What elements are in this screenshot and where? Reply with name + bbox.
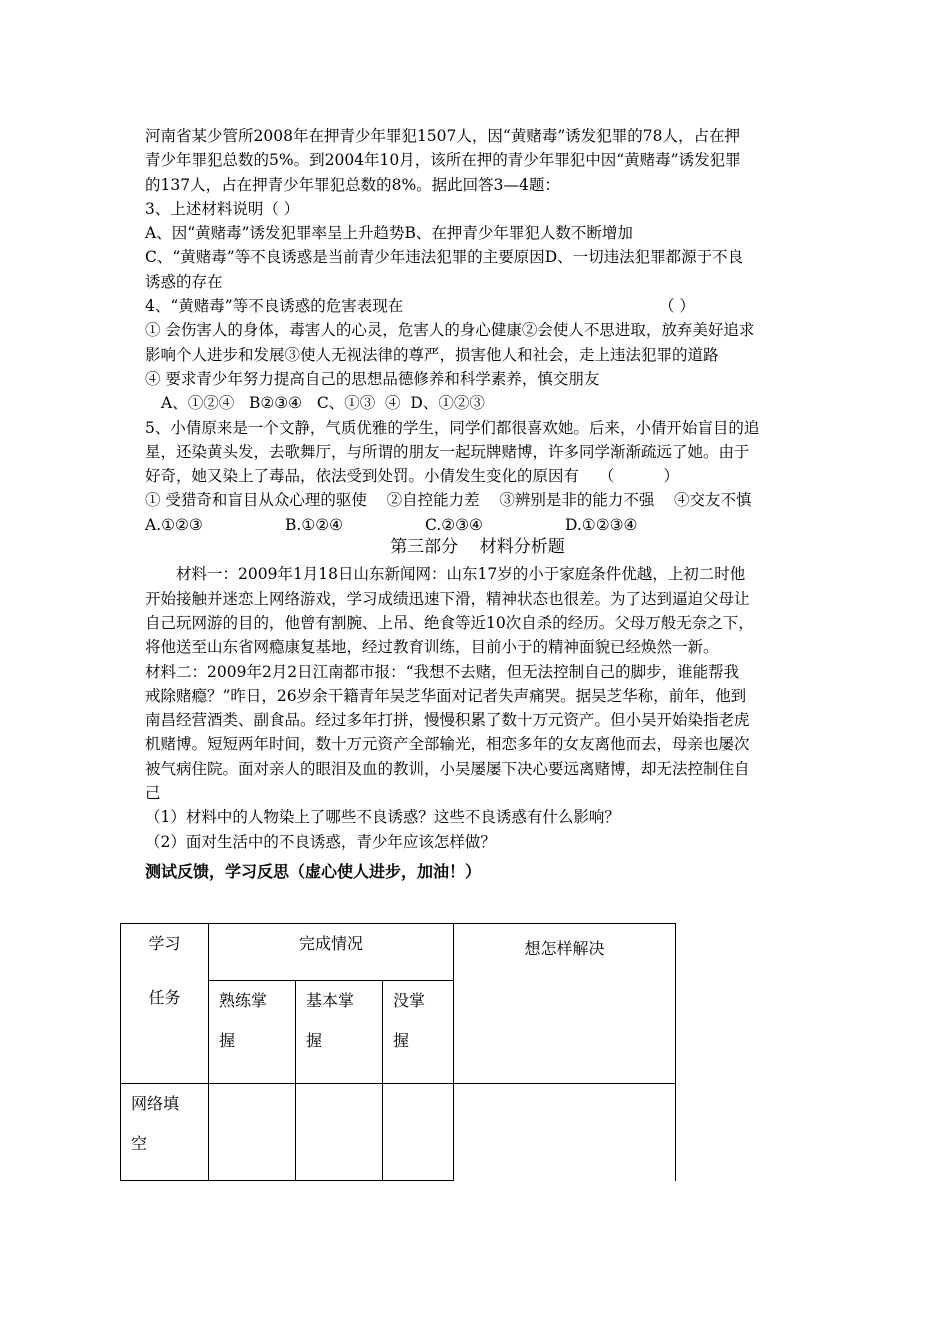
task-header-cell [121,924,209,1084]
material2-line: 己 [145,784,161,803]
level-label-line1: 基本掌 [306,991,355,1010]
material2-line: 被气病住院。面对亲人的眼泪及血的教训，小吴屡屡下决心要远离赌博，却无法控制住自 [145,759,750,778]
solve-header-cell [454,924,676,1084]
task-row-label-line2: 空 [131,1134,148,1153]
q4-item-line: 影响个人进步和发展③使人无视法律的尊严，损害他人和社会，走上违法犯罪的道路 [145,345,719,364]
q3-option-line: A、因“黄赌毒”诱发犯罪率呈上升趋势B、在押青少年罪犯人数不断增加 [145,224,633,243]
task-header-line1: 学习 [148,934,181,953]
q4-item-line: ④ 要求青少年努力提高自己的思想品德修养和科学素养，慎交朋友 [145,369,600,388]
q3-option-line: 诱惑的存在 [145,272,223,291]
task-row-label-line1: 网络填 [131,1094,180,1113]
analysis-question-1: （1）材料中的人物染上了哪些不良诱惑？这些不良诱惑有什么影响？ [145,808,620,827]
empty-cell[interactable] [209,1084,296,1181]
empty-cell[interactable] [296,1084,383,1181]
q5-line: 5、小倩原来是一个文静，气质优雅的学生，同学们都很喜欢她。后来，小倩开始盲目的追 [145,418,760,437]
level-label-line2: 握 [393,1031,410,1050]
solve-header: 想怎样解决 [524,938,605,958]
level-label-line2: 握 [306,1031,323,1050]
material1-line: 开始接触并迷恋上网络游戏，学习成绩迅速下滑，精神状态也很差。为了达到逼迫父母让 [145,589,750,608]
level-cell-proficient [209,981,296,1084]
q3-stem: 3、上述材料说明（ ） [145,199,300,218]
q4-stem [145,294,810,318]
empty-cell[interactable] [454,1084,676,1181]
q4-answer-paren: （ ） [659,297,695,316]
level-cell-not-mastered [383,981,454,1084]
q4-item-line: ① 会伤害人的身体，毒害人的心灵，危害人的身心健康②会使人不思进取，放弃美好追求 [145,321,755,340]
part3-title: 第三部分 材料分析题 [390,537,565,558]
level-cell-basic [296,981,383,1084]
intro-line: 青少年罪犯总数的5%。到2004年10月，该所在押的青少年罪犯中因“黄赌毒”诱发犯罪 [145,151,741,170]
level-label-line1: 没掌 [393,991,426,1010]
task-row-network-fill [121,1084,209,1181]
q3-option-line: C、“黄赌毒”等不良诱惑是当前青少年违法犯罪的主要原因D、一切违法犯罪都源于不良 [145,248,744,267]
completion-header-cell [209,924,454,981]
document-body [145,124,810,884]
material2-line: 材料二：2009年2月2日江南都市报：“我想不去赌，但无法控制自己的脚步，谁能帮我 [145,662,740,681]
intro-line: 的137人，占在押青少年罪犯总数的8%。据此回答3—4题： [145,175,560,194]
q5-line: 星，还染黄头发，去歌舞厅，与所谓的朋友一起玩牌赌博，许多同学渐渐疏远了她。由于 [145,442,750,461]
material2-line: 戒除赌瘾？”昨日，26岁余干籍青年吴芝华面对记者失声痛哭。据吴芝华称，前年，他到 [145,686,747,705]
q5-options [145,513,810,537]
material2-line: 机赌博。短短两年时间，数十万元资产全部输光，相恋多年的女友离他而去，母亲也屡次 [145,735,750,754]
q5-option-b: B.①②④ [285,515,344,534]
material1-line: 材料一：2009年1月18日山东新闻网：山东17岁的小于家庭条件优越，上初二时他 [176,565,746,584]
q4-options: A、①②④ B②③④ C、①③ ④ D、①②③ [161,394,485,413]
material1-line: 自己玩网游的目的，他曾有割腕、上吊、绝食等近10次自杀的经历。父母万般无奈之下， [145,613,754,632]
analysis-question-2: （2）面对生活中的不良诱惑，青少年应该怎样做？ [145,832,496,851]
feedback-title: 测试反馈，学习反思（虚心使人进步，加油！） [145,861,482,881]
material1-line: 将他送至山东省网瘾康复基地，经过教育训练，目前小于的精神面貌已经焕然一新。 [145,638,719,657]
intro-line: 河南省某少管所2008年在押青少年罪犯1507人，因“黄赌毒”诱发犯罪的78人，占在押 [145,127,740,145]
q4-stem-text: 4、“黄赌毒”等不良诱惑的危害表现在 [145,297,404,316]
empty-cell[interactable] [383,1084,454,1181]
level-label-line1: 熟练掌 [219,991,268,1010]
completion-header: 完成情况 [298,934,363,953]
q5-line: ① 受猎奇和盲目从众心理的驱使 ②自控能力差 ③辨别是非的能力不强 ④交友不慎 [145,491,752,510]
level-label-line2: 握 [219,1031,236,1050]
material2-line: 南昌经营酒类、副食品。经过多年打拼，慢慢积累了数十万元资产。但小吴开始染指老虎 [145,711,750,730]
q5-line: 好奇，她又染上了毒品，依法受到处罚。小倩发生变化的原因有 （ ） [145,467,679,486]
q5-option-c: C.②③④ [425,515,483,534]
q5-option-a: A.①②③ [145,515,203,534]
feedback-table [120,923,676,1181]
q5-option-d: D.①②③④ [565,515,638,534]
task-header-line2: 任务 [148,988,181,1007]
